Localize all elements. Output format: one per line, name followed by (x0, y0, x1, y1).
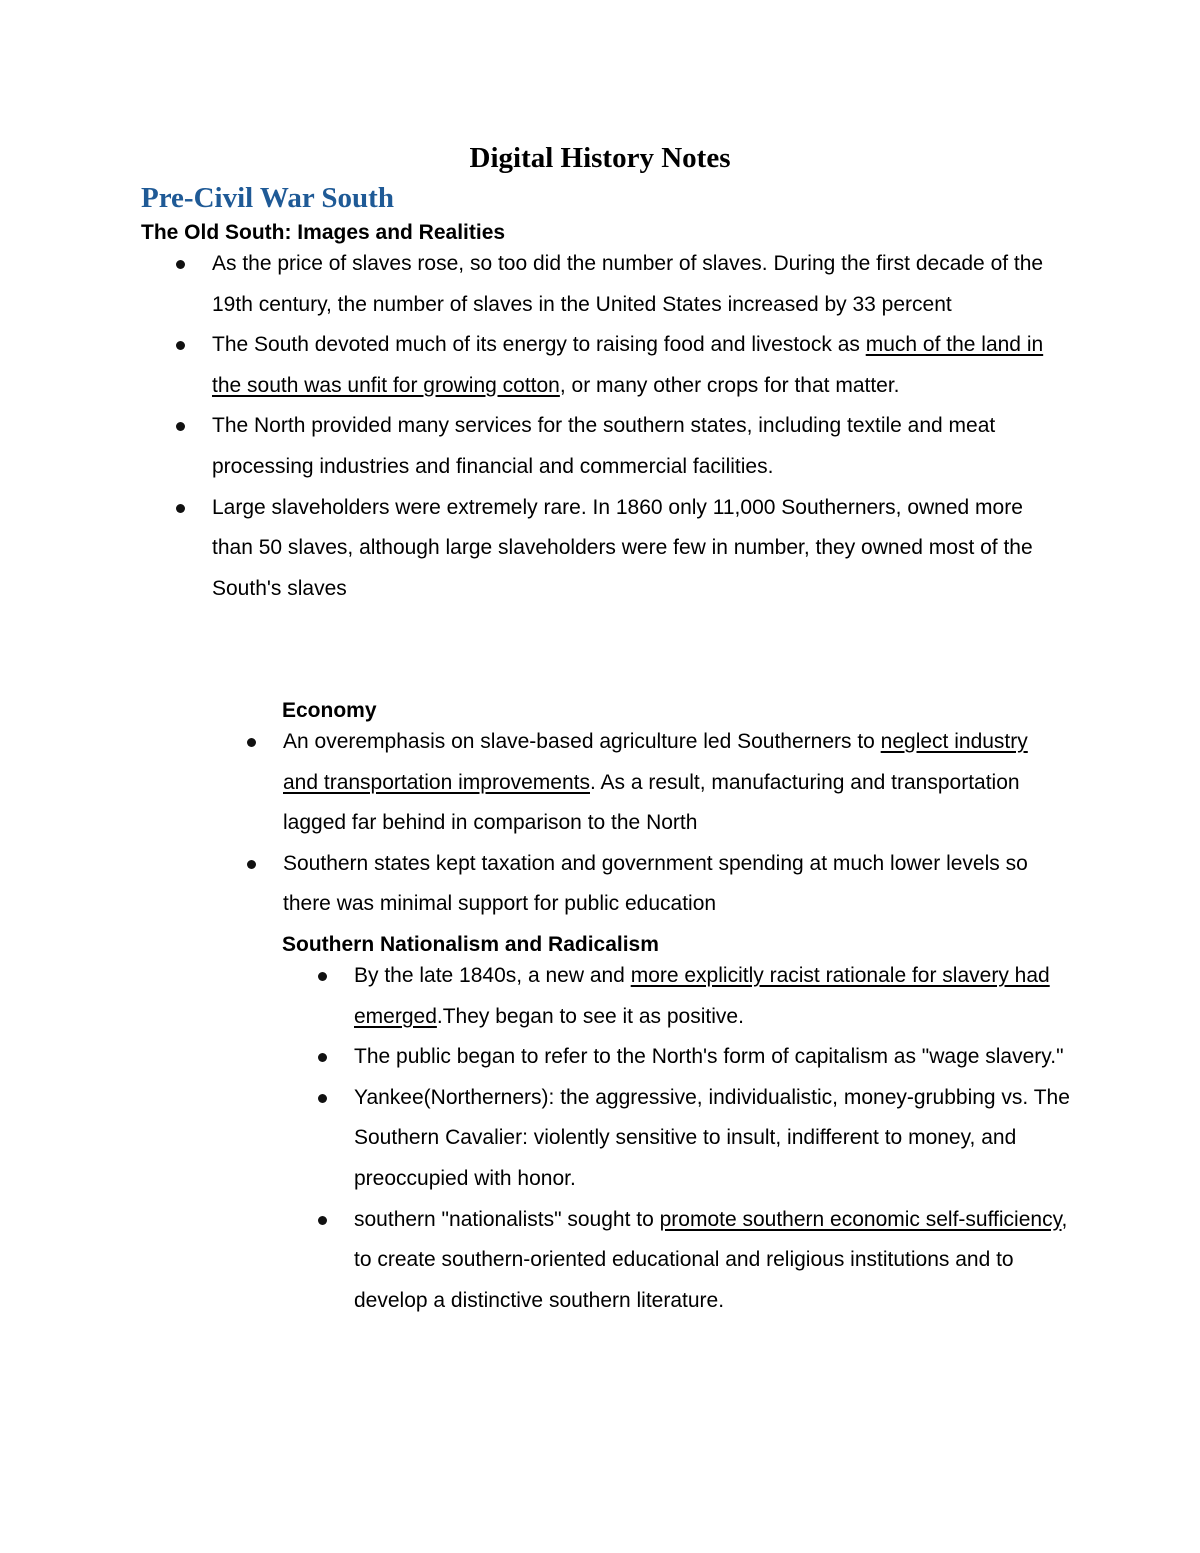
bullet-icon (176, 260, 185, 269)
economy-heading: Economy (282, 699, 377, 722)
list-item (141, 488, 1061, 610)
item-text: . As a result, manufacturing and transportation lagged far behind in comparison to the North (283, 770, 1020, 835)
item-text: , to create southern-oriented educational and religious institutions and to develop a distinctive southern literature. (354, 1207, 1068, 1312)
bullet-icon (176, 341, 185, 350)
item-text: The North provided many services for the southern states, including textile and meat processing industries and financial and commercial facilities. (212, 414, 996, 478)
underlined-text: promote southern economic self-sufficiency (659, 1207, 1062, 1231)
bullet-icon (247, 860, 256, 869)
list-item (283, 956, 1073, 1037)
list-item (141, 325, 1061, 406)
item-text: , or many other crops for that matter. (559, 373, 900, 397)
old-south-list (141, 244, 1061, 609)
list-item (212, 722, 1062, 844)
list-item (212, 844, 1062, 925)
list-item (141, 406, 1061, 487)
bullet-icon (318, 972, 327, 981)
nationalism-list (283, 956, 1073, 1321)
item-text: Yankee(Northerners): the aggressive, individualistic, money-grubbing vs. The Southern Cavalier: violently sensitive to insult, indifferent to money, and preoccupied with honor. (354, 1085, 1070, 1190)
item-text: The South devoted much of its energy to raising food and livestock as (212, 333, 866, 357)
item-text: southern "nationalists" sought to (354, 1207, 660, 1231)
old-south-heading: The Old South: Images and Realities (141, 221, 506, 244)
bullet-icon (247, 738, 256, 747)
list-item (283, 1200, 1073, 1322)
page-title: Digital History Notes (469, 142, 731, 174)
item-text: Large slaveholders were extremely rare. In 1860 only 11,000 Southerners, owned more than 50 slaves, although large slaveholders were few in number, they owned most of the South's slaves (212, 495, 1033, 600)
bullet-icon (176, 422, 185, 431)
economy-list (212, 722, 1062, 925)
item-text: .They began to see it as positive. (436, 1004, 744, 1028)
underlined-text: more explicitly racist rationale for slavery had emerged (354, 964, 1050, 1028)
bullet-icon (318, 1053, 327, 1062)
underlined-text: much of the land in the south was unfit for growing cotton (212, 333, 1044, 397)
item-text: By the late 1840s, a new and (354, 964, 631, 987)
list-item (141, 244, 1061, 325)
list-item (283, 1078, 1073, 1200)
bullet-icon (318, 1094, 327, 1103)
list-item (283, 1037, 1073, 1078)
bullet-icon (318, 1216, 327, 1225)
item-text: Southern states kept taxation and government spending at much lower levels so there was minimal support for public education (283, 851, 1028, 916)
item-text: The public began to refer to the North's form of capitalism as "wage slavery." (354, 1045, 1064, 1069)
underlined-text: neglect industry and transportation improvements (283, 730, 1028, 794)
item-text: An overemphasis on slave-based agriculture led Southerners to (283, 730, 881, 753)
section-heading: Pre-Civil War South (141, 182, 394, 214)
nationalism-heading: Southern Nationalism and Radicalism (282, 933, 659, 956)
item-text: As the price of slaves rose, so too did the number of slaves. During the first decade of the 19th century, the number of slaves in the United States increased by 33 percent (212, 252, 1044, 316)
bullet-icon (176, 504, 185, 513)
